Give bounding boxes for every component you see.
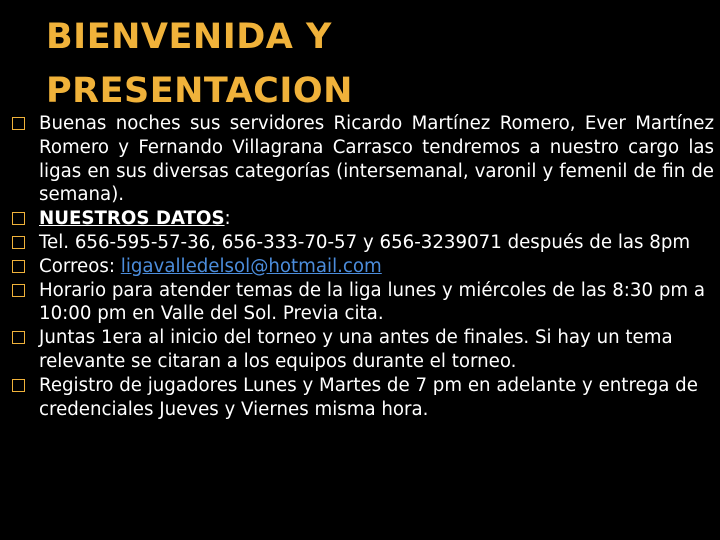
square-bullet-icon	[12, 212, 25, 225]
juntas-text: Juntas 1era al inicio del torneo y una antes de finales. Si hay un tema relevante se citaran a los equipos durante el torneo.	[39, 327, 673, 372]
phones-text: Tel. 656-595-57-36, 656-333-70-57 y 656-3239071 después de las 8pm	[39, 231, 691, 253]
list-item-horario	[12, 279, 714, 327]
intro-text: Buenas noches sus servidores Ricardo Martínez Romero, Ever Martínez Romero y Fernando Villagrana Carrasco tendremos a nuestro cargo las ligas en sus diversas categorías (intersemanal, varonil y femenil de fin de semana).	[39, 113, 714, 206]
list-item-juntas	[12, 326, 714, 374]
list-item-phones	[12, 231, 714, 255]
title-line-1: BIENVENIDA Y	[46, 17, 332, 57]
registro-text: Registro de jugadores Lunes y Martes de 7 pm en adelante y entrega de credenciales Jueves y Viernes misma hora.	[39, 374, 698, 420]
list-item-registro	[12, 374, 714, 422]
square-bullet-icon	[12, 331, 25, 344]
datos-colon: :	[224, 208, 231, 230]
horario-text: Horario para atender temas de la liga lunes y miércoles de las 8:30 pm a 10:00 pm en Valle del Sol. Previa cita.	[39, 279, 706, 325]
list-item-intro	[12, 112, 714, 207]
slide-title	[46, 10, 686, 118]
bullet-list	[12, 112, 714, 421]
square-bullet-icon	[12, 236, 25, 249]
square-bullet-icon	[12, 284, 25, 297]
list-item-emails	[12, 255, 714, 279]
square-bullet-icon	[12, 117, 25, 130]
email-link[interactable]: ligavalledelsol@hotmail.com	[120, 255, 382, 277]
list-item-datos-heading	[12, 207, 714, 231]
square-bullet-icon	[12, 260, 25, 273]
title-line-2: PRESENTACION	[46, 71, 353, 111]
datos-heading: NUESTROS DATOS	[39, 208, 225, 230]
square-bullet-icon	[12, 379, 25, 392]
emails-label: Correos:	[39, 255, 121, 277]
